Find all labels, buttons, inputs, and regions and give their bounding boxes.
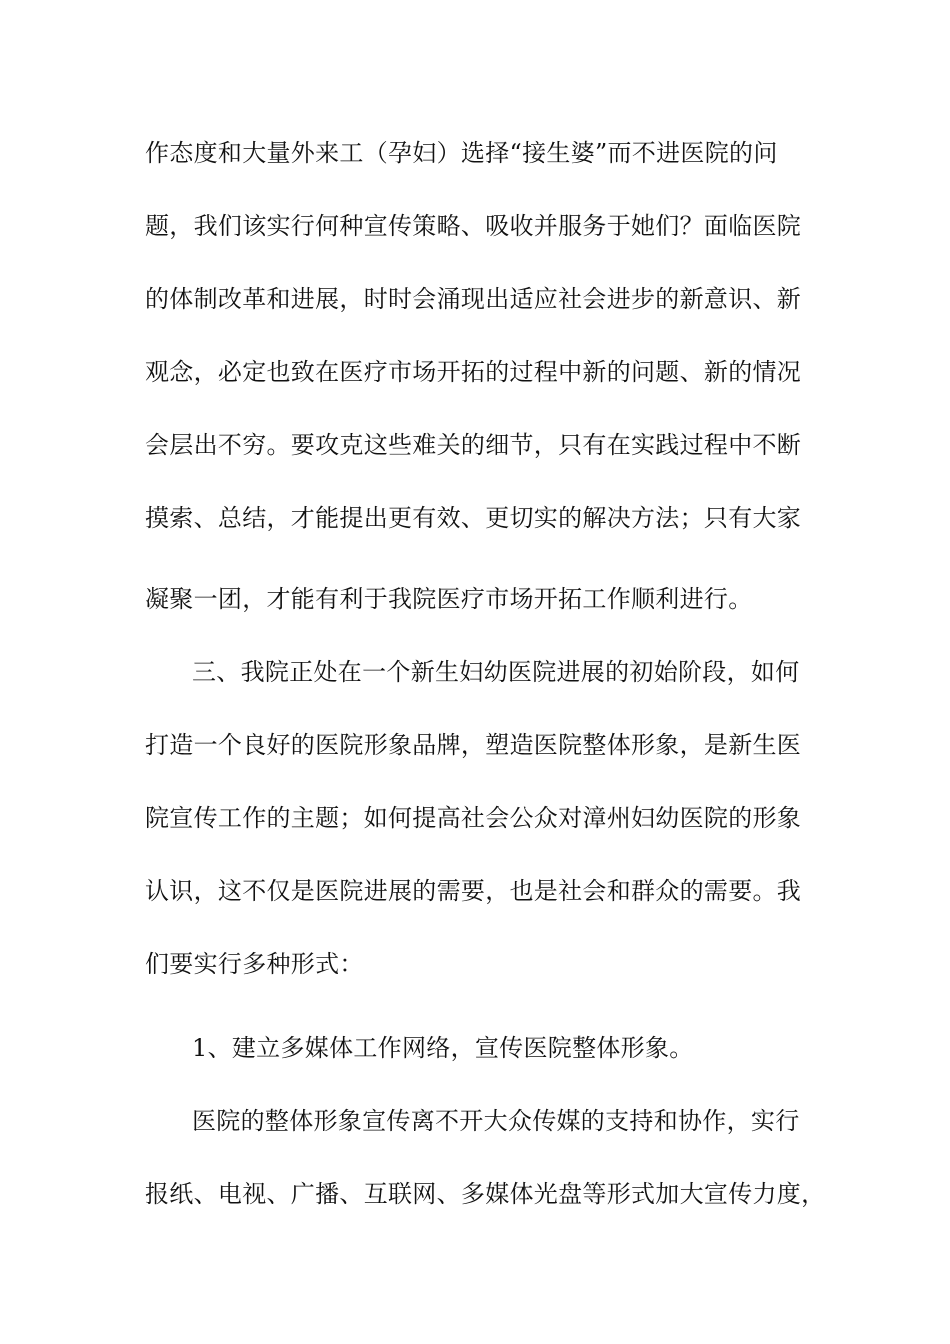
- paragraph-line: 认识，这不仅是医院进展的需要，也是社会和群众的需要。我: [145, 877, 802, 905]
- paragraph-line: 院宣传工作的主题；如何提高社会公众对漳州妇幼医院的形象: [145, 804, 802, 832]
- paragraph-line: 作态度和大量外来工（孕妇）选择“接生婆”而不进医院的问: [145, 139, 778, 167]
- paragraph-line: 们要实行多种形式：: [145, 950, 364, 978]
- paragraph-line: 凝聚一团，才能有利于我院医疗市场开拓工作顺利进行。: [145, 585, 753, 613]
- paragraph-line: 的体制改革和进展，时时会涌现出适应社会进步的新意识、新: [145, 285, 802, 313]
- paragraph-line: 会层出不穷。要攻克这些难关的细节，只有在实践过程中不断: [145, 431, 802, 459]
- paragraph-line: 报纸、电视、广播、互联网、多媒体光盘等形式加大宣传力度，: [145, 1180, 826, 1208]
- paragraph-line: 医院的整体形象宣传离不开大众传媒的支持和协作，实行: [192, 1107, 800, 1135]
- paragraph-line: 题，我们该实行何种宣传策略、吸收并服务于她们？面临医院: [145, 212, 802, 240]
- paragraph-line: 打造一个良好的医院形象品牌，塑造医院整体形象，是新生医: [145, 731, 802, 759]
- paragraph-line: 1、建立多媒体工作网络，宣传医院整体形象。: [192, 1034, 694, 1062]
- paragraph-line: 观念，必定也致在医疗市场开拓的过程中新的问题、新的情况: [145, 358, 802, 386]
- paragraph-line: 三、我院正处在一个新生妇幼医院进展的初始阶段，如何: [192, 658, 800, 686]
- paragraph-line: 摸索、总结，才能提出更有效、更切实的解决方法；只有大家: [145, 504, 802, 532]
